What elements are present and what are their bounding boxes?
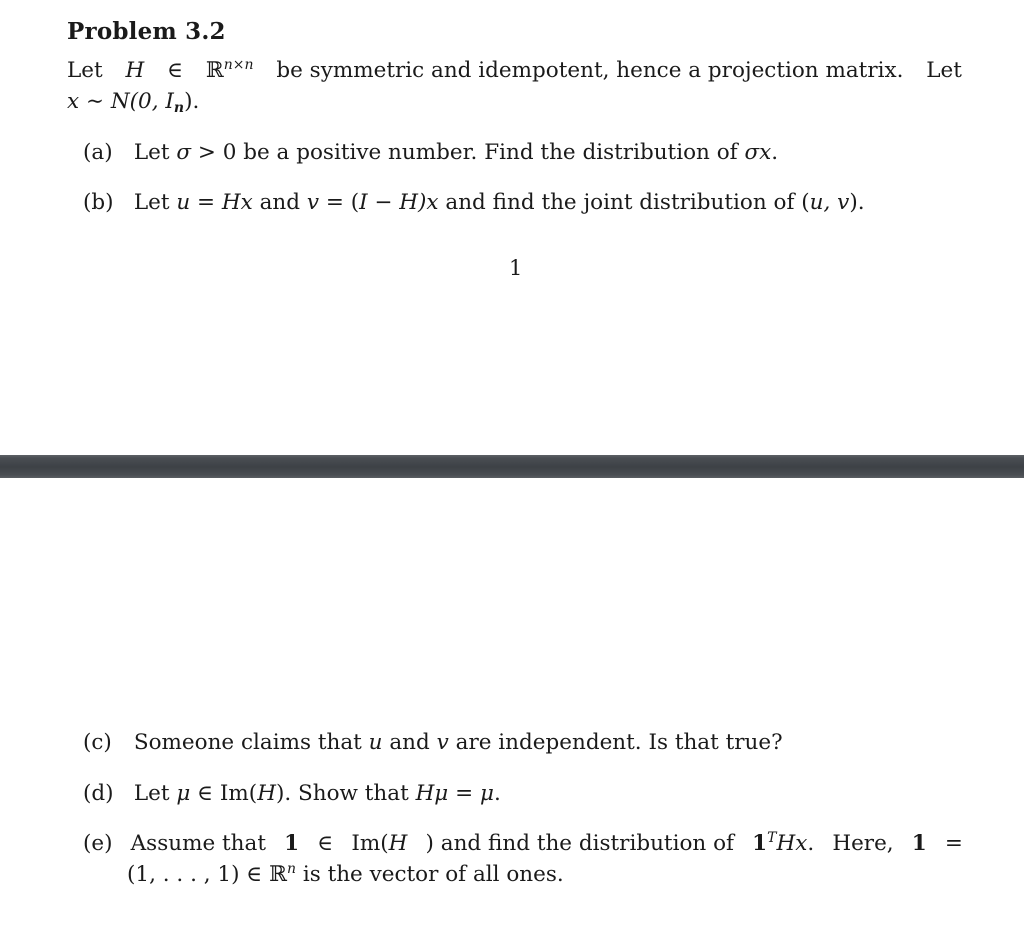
part-d-eq: = [448,781,480,806]
part-a-label: (a) [83,140,113,165]
part-e-assume: Assume that [130,831,266,856]
problem-intro [67,55,962,117]
part-b-eq2: = ( [319,190,360,215]
intro-in: ∈ [167,58,184,83]
intro-Isub: n [173,100,185,116]
part-e-one3: 1 [911,831,927,856]
intro-let2: Let [926,58,962,83]
part-b [83,187,865,218]
part-c-text2: are independent. Is that true? [455,730,783,755]
part-c-and: and [389,730,430,755]
intro-sim: ∼ [85,89,104,114]
part-a-let: Let [133,140,170,165]
part-a [83,137,778,168]
part-e-in: ∈ [317,831,334,856]
part-c-u: u [368,730,383,755]
page-number: 1 [509,256,523,280]
part-d-Hmu: Hμ [415,781,449,806]
part-b-end: ). [849,190,865,215]
part-b-uv: u, v [809,190,850,215]
part-e-eq: = [944,831,963,856]
part-b-and: and [252,190,307,215]
part-e-n: n [286,861,296,877]
part-e-one2: 1 [752,831,768,856]
part-e-tuple: (1, . . . , 1) ∈ [127,862,263,887]
part-e-andfind: ) and find the distribution of [425,831,734,856]
part-e-one: 1 [284,831,300,856]
part-e-T: T [767,830,777,846]
part-e-here: Here, [832,831,894,856]
part-e-im: Im( [351,831,389,856]
part-c-v: v [436,730,449,755]
part-e-label: (e) [83,831,113,856]
part-d-dot: . [493,781,501,806]
part-b-label: (b) [83,190,114,215]
part-d-mu: μ [176,781,191,806]
intro-close: ). [184,89,200,114]
part-c-label: (c) [83,730,112,755]
part-b-Hx: Hx [221,190,253,215]
part-b-u: u [176,190,191,215]
intro-rest: be symmetric and idempotent, hence a projection matrix. [276,58,904,83]
problem-title: Problem 3.2 [67,18,226,45]
part-e-dot: . [807,831,815,856]
part-b-x: )x [418,190,439,215]
part-a-sigma: σ [176,140,192,165]
part-b-rest: and find the joint distribution of ( [438,190,810,215]
part-a-dot: . [771,140,779,165]
part-e [83,828,963,890]
part-e-tail: is the vector of all ones. [302,862,564,887]
document-page-1 [0,0,1024,455]
intro-H: H [125,58,145,83]
part-d-H: H [257,781,276,806]
part-d-close: ). Show that [275,781,409,806]
part-b-eq1: = [190,190,222,215]
part-c-text1: Someone claims that [133,730,362,755]
part-e-R: ℝ [269,862,287,887]
part-d-let: Let [133,781,170,806]
part-a-cond: > 0 be a positive number. Find the distribution of [197,140,738,165]
intro-I: I [165,89,174,114]
intro-R: ℝ [205,58,224,83]
part-b-let: Let [133,190,170,215]
part-b-IH: I − H [359,190,419,215]
part-e-H: H [388,831,408,856]
part-d-mu2: μ [479,781,494,806]
part-c [83,727,783,758]
part-b-v: v [306,190,320,215]
intro-dist: N(0, [110,89,166,114]
part-a-sx: σx [744,140,772,165]
intro-let: Let [67,58,103,83]
part-d-label: (d) [83,781,114,806]
page-separator [0,455,1024,478]
part-e-Hx: Hx [776,831,808,856]
intro-x: x [67,89,80,114]
part-d-in: ∈ Im( [197,781,258,806]
part-d [83,778,501,809]
intro-dim: n×n [223,57,254,73]
